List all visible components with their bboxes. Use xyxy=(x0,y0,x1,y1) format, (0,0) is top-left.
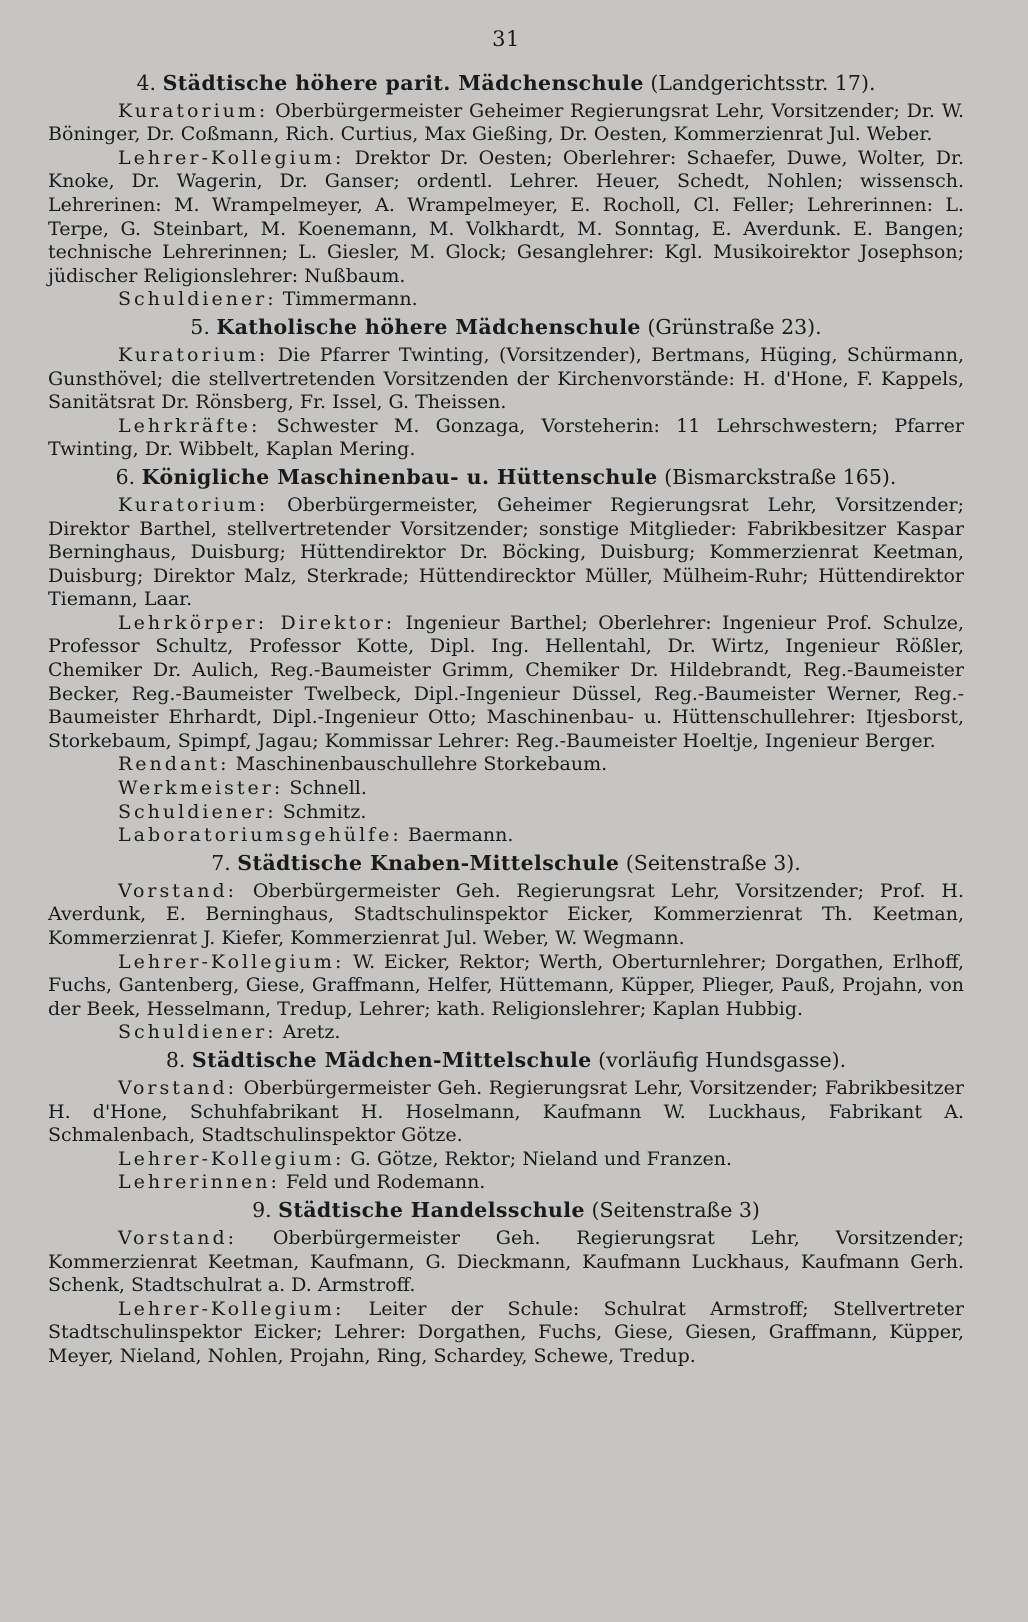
paragraph xyxy=(48,100,964,147)
section-4 xyxy=(48,70,964,312)
paragraph xyxy=(48,1227,964,1298)
paragraph-label: Lehrkräfte: xyxy=(118,414,261,437)
paragraph-label: Lehrkörper: Direktor: xyxy=(118,611,396,634)
section-6 xyxy=(48,464,964,848)
section-heading xyxy=(48,314,964,340)
section-number: 5. xyxy=(190,314,210,339)
paragraph-label: Kuratorium: xyxy=(118,99,269,122)
section-number: 8. xyxy=(165,1047,186,1072)
section-number: 7. xyxy=(211,850,231,875)
paragraph-label: Schuldiener: xyxy=(118,800,277,823)
section-7 xyxy=(48,850,964,1045)
paragraph xyxy=(48,880,964,951)
paragraph-text: Ingenieur Barthel; Oberlehrer: Ingenieur Prof. Schulze, Professor Schultz, Professor Kotte, Dipl. Ing. Hellentahl, Dr. Wirtz, Ingenieur Rößler, Chemiker Dr. Aulich, Reg.-Baumeister Grimm, Chemiker Dr. Hildebrandt, Reg.-Baumeister Becker, Reg.-Baumeister Twelbeck, Dipl.-Ingenieur Düssel, Reg.-Baumeister Werner, Reg.-Baumeister Ehrhardt, Dipl.-Ingenieur Otto; Maschinenbau- u. Hüttenschullehrer: Itjesborst, Storkebaum, Spimpf, Jagau; Kommissar Lehrer: Reg.-Baumeister Hoeltje, Ingenieur Berger. xyxy=(48,611,964,752)
paragraph xyxy=(48,1077,964,1148)
paragraph xyxy=(48,288,964,312)
section-heading xyxy=(48,850,964,876)
paragraph-text: Oberbürgermeister Geheimer Regierungsrat Lehr, Vorsitzender; Dr. W. Böninger, Dr. Coßmann, Rich. Curtius, Max Gießing, Dr. Oesten, Kommerzienrat Jul. Weber. xyxy=(48,99,965,146)
paragraph-label: Lehrer-Kollegium: xyxy=(118,950,345,973)
paragraph-label: Vorstand: xyxy=(118,1226,238,1249)
section-address: (Seitenstraße 3). xyxy=(625,850,801,875)
paragraph-text: Baermann. xyxy=(407,824,514,847)
paragraph-label: Lehrer-Kollegium: xyxy=(118,146,345,169)
section-title: Städtische Knaben-Mittelschule xyxy=(237,850,620,875)
section-address: (Landgerichtsstr. 17). xyxy=(650,70,876,95)
section-title: Städtische Mädchen-Mittelschule xyxy=(191,1047,592,1072)
paragraph-text: Oberbürgermeister Geh. Regierungsrat Lehr, Vorsitzender; Fabrikbesitzer H. d'Hone, Schuhfabrikant H. Hoselmann, Kaufmann W. Luckhaus, Fabrikant A. Schmalenbach, Stadtschulinspektor Götze. xyxy=(48,1076,964,1147)
paragraph xyxy=(48,1021,964,1045)
section-8 xyxy=(48,1047,964,1195)
paragraph-label: Lehrerinnen: xyxy=(118,1171,280,1194)
section-number: 9. xyxy=(252,1197,272,1222)
paragraph-text: W. Eicker, Rektor; Werth, Oberturnlehrer; Dorgathen, Erlhoff, Fuchs, Gantenberg, Giese, Graffmann, Helfer, Hüttemann, Küpper, Plieger, Pauß, Projahn, von der Beek, Hesselmann, Tredup, Lehrer; kath. Religionslehrer; Kaplan Hubbig. xyxy=(48,950,964,1020)
section-address: (Seitenstraße 3) xyxy=(591,1197,760,1222)
paragraph xyxy=(48,494,964,612)
section-address: (vorläufig Hundsgasse). xyxy=(598,1047,847,1072)
paragraph xyxy=(48,1148,964,1172)
paragraph xyxy=(48,344,964,415)
paragraph-label: Laboratoriumsgehülfe: xyxy=(118,824,402,847)
section-heading xyxy=(48,70,964,96)
section-address: (Grünstraße 23). xyxy=(647,314,822,339)
paragraph-text: Timmermann. xyxy=(282,288,418,311)
section-title: Katholische höhere Mädchenschule xyxy=(216,314,641,339)
paragraph-text: Schmitz. xyxy=(282,800,367,823)
paragraph xyxy=(48,951,964,1022)
section-heading xyxy=(48,1197,964,1223)
paragraph xyxy=(48,1171,964,1195)
section-9 xyxy=(48,1197,964,1369)
section-heading xyxy=(48,464,964,490)
paragraph-label: Vorstand: xyxy=(118,879,238,902)
paragraph xyxy=(48,415,964,462)
paragraph-text: Oberbürgermeister Geh. Regierungsrat Lehr, Vorsitzender; Prof. H. Averdunk, E. Berninghaus, Stadtschulinspektor Eicker, Kommerzienrat Th. Keetman, Kommerzienrat J. Kiefer, Kommerzienrat Jul. Weber, W. Wegmann. xyxy=(48,879,964,949)
paragraph-text: Schnell. xyxy=(289,777,367,800)
paragraph xyxy=(48,1298,964,1369)
page-number: 31 xyxy=(492,27,520,51)
paragraph-label: Rendant: xyxy=(118,753,230,776)
paragraph-text: Oberbürgermeister Geh. Regierungsrat Lehr, Vorsitzender; Kommerzienrat Keetman, Kaufmann, G. Dieckmann, Kaufmann Luckhaus, Kaufmann Gerh. Schenk, Stadtschulrat a. D. Armstroff. xyxy=(48,1226,965,1297)
paragraph-text: Leiter der Schule: Schulrat Armstroff; Stellvertreter Stadtschulinspektor Eicker; Lehrer: Dorgathen, Fuchs, Giese, Giesen, Graffmann, Küpper, Meyer, Nieland, Nohlen, Projahn, Ring, Schardey, Schewe, Tredup. xyxy=(48,1297,964,1367)
paragraph xyxy=(48,147,964,289)
section-title: Königliche Maschinenbau- u. Hüttenschule xyxy=(141,464,658,489)
paragraph-label: Lehrer-Kollegium: xyxy=(118,1147,345,1170)
section-heading xyxy=(48,1047,964,1073)
paragraph-text: Drektor Dr. Oesten; Oberlehrer: Schaefer, Duwe, Wolter, Dr. Knoke, Dr. Wagerin, Dr. Ganser; ordentl. Lehrer. Heuer, Schedt, Nohlen; wissensch. Lehrerinen: M. Wrampelmeyer, A. Wrampelmeyer, E. Rocholl, Cl. Feller; Lehrerinnen: L. Terpe, G. Steinbart, M. Koenemann, M. Volkhardt, M. Sonntag, E. Averdunk. E. Bangen; technische Lehrerinnen; L. Giesler, M. Glock; Gesanglehrer: Kgl. Musikoirektor Josephson; jüdischer Religionslehrer: Nußbaum. xyxy=(48,146,965,287)
paragraph-text: G. Götze, Rektor; Nieland und Franzen. xyxy=(350,1147,733,1170)
paragraph-text: Oberbürgermeister, Geheimer Regierungsrat Lehr, Vorsitzender; Direktor Barthel, stellvertretender Vorsitzender; sonstige Mitglieder: Fabrikbesitzer Kaspar Berninghaus, Duisburg; Hüttendirektor Dr. Böcking, Duisburg; Kommerzienrat Keetman, Duisburg; Direktor Malz, Sterkrade; Hüttendirecktor Müller, Mülheim-Ruhr; Hüttendirektor Tiemann, Laar. xyxy=(48,493,964,611)
section-5 xyxy=(48,314,964,462)
paragraph xyxy=(48,801,964,825)
paragraph-label: Kuratorium: xyxy=(118,493,269,516)
paragraph xyxy=(48,777,964,801)
paragraph xyxy=(48,824,964,848)
section-title: Städtische Handelsschule xyxy=(278,1197,585,1222)
paragraph-label: Werkmeister: xyxy=(118,777,284,800)
paragraph xyxy=(48,753,964,777)
section-number: 6. xyxy=(115,464,136,489)
section-number: 4. xyxy=(136,70,157,95)
section-title: Städtische höhere parit. Mädchenschule xyxy=(162,70,644,95)
paragraph-text: Schwester M. Gonzaga, Vorsteherin: 11 Lehrschwestern; Pfarrer Twinting, Dr. Wibbelt, Kaplan Mering. xyxy=(48,414,965,461)
paragraph-text: Maschinenbauschullehre Storkebaum. xyxy=(235,753,608,776)
paragraph-text: Feld und Rodemann. xyxy=(286,1171,486,1194)
paragraph xyxy=(48,612,964,754)
paragraph-label: Kuratorium: xyxy=(118,343,269,366)
section-address: (Bismarckstraße 165). xyxy=(664,464,897,489)
paragraph-text: Aretz. xyxy=(282,1021,341,1044)
paragraph-label: Lehrer-Kollegium: xyxy=(118,1297,345,1320)
paragraph-label: Schuldiener: xyxy=(118,288,277,311)
paragraph-label: Vorstand: xyxy=(118,1076,238,1099)
paragraph-text: Die Pfarrer Twinting, (Vorsitzender), Bertmans, Hüging, Schürmann, Gunsthövel; die stellvertretenden Vorsitzenden der Kirchenvorstände: H. d'Hone, F. Kappels, Sanitätsrat Dr. Rönsberg, Fr. Issel, G. Theissen. xyxy=(48,343,964,414)
paragraph-label: Schuldiener: xyxy=(118,1021,277,1044)
